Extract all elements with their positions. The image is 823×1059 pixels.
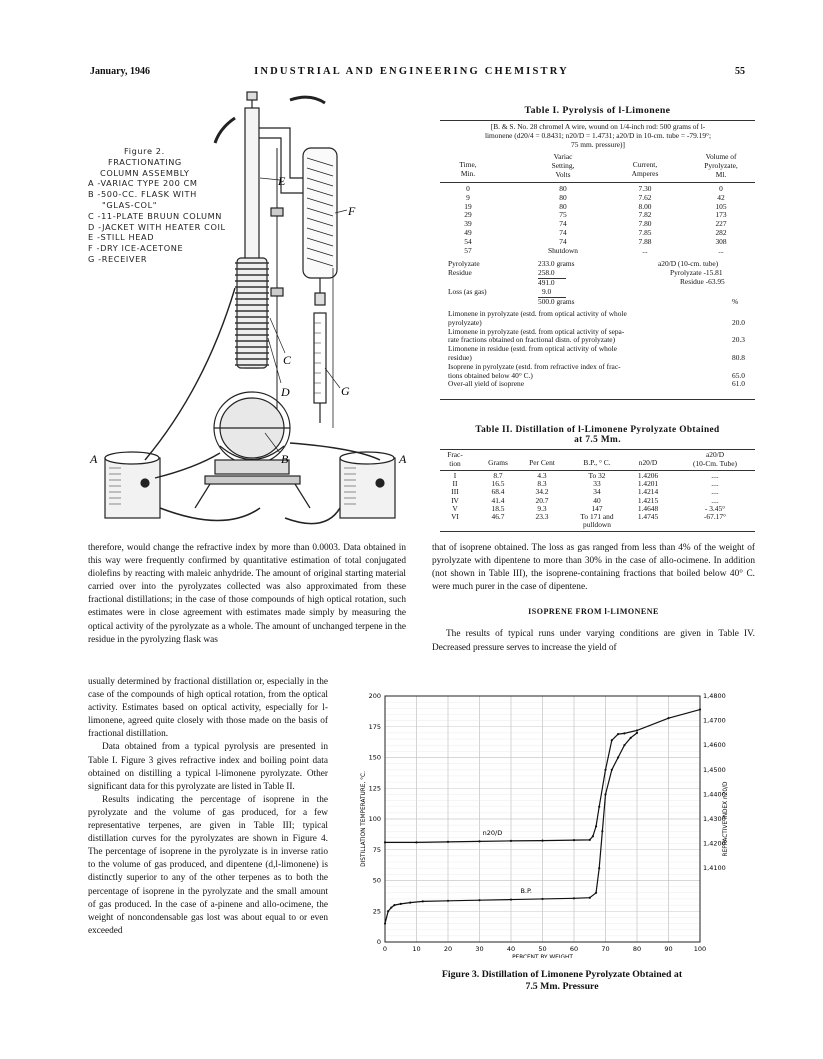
data-point: [617, 733, 619, 735]
data-point: [636, 729, 638, 731]
data-point: [601, 830, 603, 832]
data-point: [589, 839, 591, 841]
x-tick-label: 80: [632, 945, 642, 953]
journal-title: INDUSTRIAL AND ENGINEERING CHEMISTRY: [254, 66, 569, 77]
caption-line: Figure 2.: [124, 146, 165, 156]
paragraph: that of isoprene obtained. The loss as gas ranged from less than 4% of the weight of pyrolyzate with dipentene to more than 30% in the case of allo-ocimene. In addition (not shown in Table III), the isoprene-containing fractions that boiled below 40° C. were much purer in the case of dipentene.: [432, 543, 755, 593]
y2-axis-label: REFRACTIVE INDEX n20/D: [723, 781, 729, 857]
table-row: III 68.4 34.2 34 1.4214 ....: [451, 487, 719, 497]
col-header: tion: [449, 458, 461, 468]
data-point: [400, 903, 402, 905]
data-point: [636, 732, 638, 734]
legend-g: G -RECEIVER: [88, 253, 148, 264]
table-1-note: 75 mm. pressure)]: [571, 139, 625, 149]
table-2-title: Table II. Distillation of l-Limonene Pyrolyzate Obtained: [475, 425, 720, 435]
paragraph: usually determined by fractional distillation or, especially in the case of the compounds of high optical rotation, from the optical activity. Estimates based on optical activity, especially for l-limonene, agreed quite closely with those made on the basis of fractional distillation.: [88, 677, 328, 740]
col-header: Grams: [488, 458, 508, 467]
table-row: 57 Shutdown ... ...: [464, 245, 724, 255]
legend-a: A -VARIAC TYPE 200 CM: [88, 178, 198, 189]
data-point: [384, 922, 386, 924]
caption-line: FRACTIONATING: [108, 156, 182, 167]
col-header: n20/D: [638, 458, 658, 467]
data-point: [510, 898, 512, 900]
y-tick-label: 125: [368, 784, 381, 793]
table-1-note: [B. & S. No. 28 chromel A wire, wound on 1/4-inch rod: 500 grams of l-: [490, 122, 706, 131]
data-point: [478, 899, 480, 901]
data-point: [422, 900, 424, 902]
y2-tick-label: 1,4200: [703, 839, 726, 848]
data-point: [617, 756, 619, 758]
data-point: [623, 744, 625, 746]
y2-tick-label: 1,4800: [703, 692, 726, 700]
paragraph: The results of typical runs under varying conditions are given in Table IV. Decreased pressure serves to increase the yield of: [432, 629, 755, 653]
data-point: [387, 910, 389, 912]
col-header: Current,: [632, 160, 658, 169]
y-axis-label: DISTILLATION TEMPERATURE, °C.: [361, 771, 367, 867]
caption-line: COLUMN ASSEMBLY: [100, 167, 190, 178]
x-tick-label: 70: [601, 945, 610, 953]
data-point: [573, 897, 575, 899]
y-tick-label: 0: [376, 938, 381, 946]
y-tick-label: 100: [368, 815, 381, 823]
col-header: Min.: [460, 168, 476, 178]
label-e: E: [278, 174, 286, 188]
table-row: 0 80 7.30 0: [466, 184, 723, 193]
legend-f: F -DRY ICE-ACETONE: [88, 243, 184, 254]
y-tick-label: 75: [372, 845, 381, 854]
x-tick-label: 90: [664, 945, 673, 953]
col-header: (10-Cm. Tube): [693, 458, 737, 468]
data-point: [541, 898, 543, 900]
y-tick-label: 175: [368, 722, 381, 731]
x-axis-label: PERCENT BY WEIGHT: [512, 955, 573, 958]
summary-row: Limonene in pyrolyzate (estd. from optical activity of sepa- rate fractions obtained on fractional distn. of pyrolyzate) 20.3: [448, 326, 745, 345]
percent-summary: [440, 310, 755, 389]
table-1-title: Table I. Pyrolysis of l-Limonene: [524, 105, 671, 116]
summary-row: Limonene in residue (estd. from optical activity of whole residue) 80.8: [448, 344, 745, 362]
data-point: [595, 825, 597, 827]
data-point: [598, 867, 600, 869]
data-point: [510, 840, 512, 842]
figure-3-chart: [355, 688, 735, 958]
data-point: [592, 835, 594, 837]
data-point: [611, 739, 613, 741]
legend-b: B -500-CC. FLASK WITH: [88, 189, 197, 200]
body-column-1-top: [88, 542, 406, 647]
label-a-right: A: [399, 452, 407, 466]
paragraph: therefore, would change the refractive index by more than 0.0003. Data obtained in this way were frequently confirmed by quantitative estimation of total conjugated diolefins by reacting with maleic anhydride. The amount of original starting material carried over into the pyrolyzates collected was also approximated from these fractional distillations; in the case of those compounds of high optical rotation, such estimates were in close agreement with estimates made simply by measuring the optical activity of the pyrolyzate as a whole. The amount of unchanged terpene in the residue in the pyrolyzing flask was: [88, 543, 406, 645]
data-point: [384, 841, 386, 843]
data-point: [447, 841, 449, 843]
legend-c: C -11-PLATE BRUUN COLUMN: [88, 210, 222, 221]
data-point: [573, 839, 575, 841]
data-point: [630, 737, 632, 739]
col-header: Setting,: [551, 160, 575, 170]
data-point: [447, 900, 449, 902]
figure-2-caption: [88, 146, 226, 265]
table-row: 9 80 7.62 42: [466, 192, 725, 202]
table-row: II 16.5 8.3 33 1.4201 ....: [452, 479, 719, 489]
series-label-nd: n20/D: [482, 828, 503, 837]
distillation-chart: [355, 688, 735, 958]
table-row: I 8.7 4.3 To 32 1.4206 ....: [453, 471, 719, 480]
x-tick-label: 20: [443, 945, 453, 953]
table-row: 49 74 7.85 282: [464, 227, 727, 237]
data-point: [598, 806, 600, 808]
table-row: IV 41.4 20.7 40 1.4215 ....: [451, 495, 719, 505]
summary-row: Over-all yield of isoprene 61.0: [448, 379, 745, 389]
y2-tick-label: 1,4100: [703, 864, 726, 873]
data-point: [478, 840, 480, 842]
table-row: 29 75 7.82 173: [464, 210, 727, 220]
y-tick-label: 50: [372, 876, 381, 885]
x-tick-label: 30: [475, 945, 484, 953]
label-a-left: A: [90, 452, 98, 466]
body-column-1-narrow: [88, 676, 328, 938]
col-header: Frac-: [447, 450, 463, 459]
summary-row: Limonene in pyrolyzate (estd. from optical activity of whole pyrolyzate) 20.0: [448, 309, 745, 327]
y2-tick-label: 1,4300: [703, 815, 726, 823]
label-b: B: [281, 452, 289, 466]
table-row: 19 80 8.00 105: [464, 201, 727, 211]
x-tick-label: 60: [569, 945, 579, 953]
data-point: [699, 708, 701, 710]
table-1: [440, 105, 755, 405]
data-point: [589, 897, 591, 899]
table-1-note: limonene (d20/4 = 0.8431; n20/D = 1.4731; a20/D in 10-cm. tube = -79.19°;: [484, 130, 712, 140]
label-d: D: [281, 385, 290, 399]
paragraph: Results indicating the percentage of isoprene in the pyrolyzate and the volume of gas produced, for a few representative terpenes, are given in Table III; typical distillation curves for the pyrolyzates are shown in Figure 4. The percentage of isoprene in the pyrolyzate is in inverse ratio to the volume of gas produced, and dipentene (d,l-limonene) is distinctly superior to any of the other terpenes as to both the percentage of isoprene in the pyrolyzate and the small amount of gas produced. In the case of a-pinene and allo-ocimene, the weight of noncondensable gas lost was about equal to or even exceeded: [88, 794, 328, 936]
data-point: [541, 840, 543, 842]
x-tick-label: 40: [506, 945, 516, 953]
page-number: 55: [735, 66, 745, 77]
section-heading: ISOPRENE FROM l-LIMONENE: [528, 607, 659, 617]
table-row: 39 74 7.80 227: [464, 219, 727, 229]
data-point: [667, 717, 669, 719]
data-point: [393, 904, 395, 906]
data-point: [415, 841, 417, 843]
figure-3-caption: Figure 3. Distillation of Limonene Pyrolyzate Obtained at 7.5 Mm. Pressure: [441, 969, 683, 992]
x-tick-label: 0: [382, 945, 388, 953]
mass-balance: Pyrolyzate 233.0 grams Residue 258.0 491.0 Loss (as gas) 9.0 500.0 grams a20/D (10-cm. tube) Pyrolyzate -15.81 Residue -63.95 %: [448, 259, 739, 306]
legend-b-cont: "GLAS-COL": [102, 199, 158, 210]
y-tick-label: 25: [372, 907, 381, 916]
label-g: G: [341, 384, 350, 398]
legend-d: D -JACKET WITH HEATER COIL: [88, 221, 226, 232]
y-tick-label: 200: [368, 692, 381, 700]
label-f: F: [348, 204, 356, 218]
col-header: Ml.: [715, 169, 727, 179]
y2-tick-label: 1,4500: [703, 765, 726, 774]
data-point: [611, 769, 613, 771]
data-point: [390, 906, 392, 908]
table-row: pulldown: [583, 520, 611, 530]
summary-row: Isoprene in pyrolyzate (estd. from refractive index of frac- tions obtained below 40° C.) 65.0: [448, 361, 745, 380]
col-header: Volts: [555, 169, 571, 179]
x-tick-label: 100: [693, 945, 707, 953]
label-c: C: [283, 353, 292, 367]
col-header: Pyrolyzate,: [704, 160, 738, 170]
col-header: Per Cent: [529, 458, 555, 467]
col-header: Variac: [553, 152, 573, 161]
col-header: B.P., ° C.: [583, 458, 611, 467]
data-point: [409, 902, 411, 904]
table-2-title: at 7.5 Mm.: [574, 435, 621, 445]
data-point: [604, 769, 606, 771]
x-tick-label: 50: [538, 945, 547, 953]
table-row: VI 46.7 23.3 To 171 and 1.4745 -67.17°: [451, 511, 727, 521]
y2-tick-label: 1,4400: [703, 790, 726, 799]
table-row: 54 74 7.88 308: [464, 236, 727, 246]
series-label-bp: B.P.: [520, 886, 532, 895]
y-tick-label: 150: [368, 753, 381, 762]
body-column-2: [432, 542, 755, 655]
data-point: [595, 892, 597, 894]
table-row: V 18.5 9.3 147 1.4648 - 3.45°: [452, 503, 726, 513]
x-tick-label: 10: [412, 945, 421, 953]
col-header: Time,: [459, 160, 477, 169]
running-header-date: January, 1946: [90, 66, 151, 77]
data-point: [623, 732, 625, 734]
data-point: [604, 793, 606, 795]
y2-tick-label: 1,4700: [703, 716, 726, 725]
col-header: Amperes: [631, 168, 659, 178]
col-header: Volume of: [705, 152, 737, 161]
y2-tick-label: 1,4600: [703, 741, 726, 750]
paragraph: Data obtained from a typical pyrolysis are presented in Table I. Figure 3 gives refractive index and boiling point data obtained on distilling a typical l-limonene pyrolyzate. Other significant data for this pyrolyzate are listed in Table II.: [88, 742, 328, 792]
col-header: a20/D: [705, 450, 725, 459]
table-2: [440, 425, 755, 530]
legend-e: E -STILL HEAD: [88, 232, 155, 243]
